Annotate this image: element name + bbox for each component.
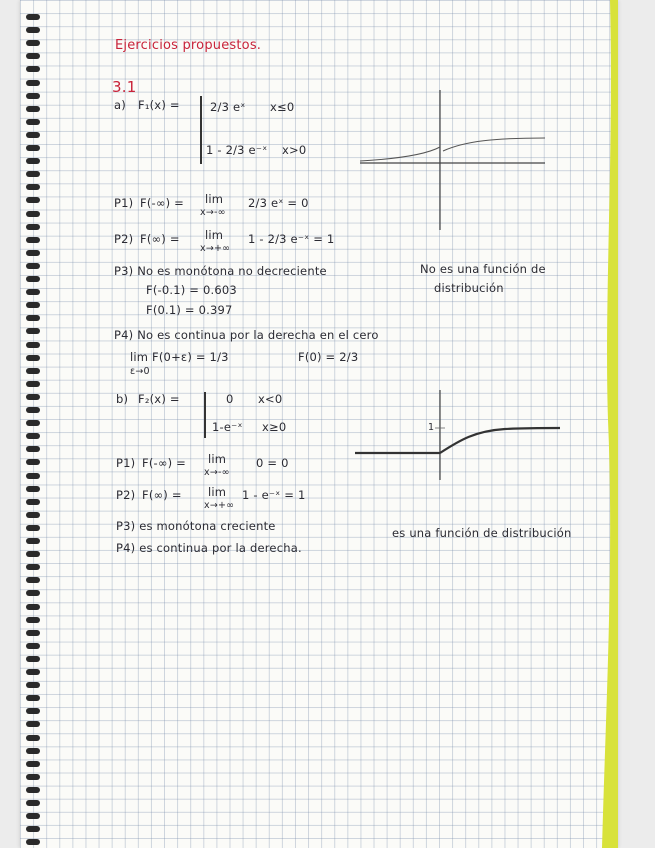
spiral-hole xyxy=(26,525,40,531)
spiral-hole xyxy=(26,446,40,452)
part-a-label: a) xyxy=(114,98,126,112)
part-b-label: b) xyxy=(116,392,129,406)
exercise-number: 3.1 xyxy=(112,78,137,96)
spiral-hole xyxy=(26,289,40,295)
page-title: Ejercicios propuestos. xyxy=(115,38,262,53)
part-a-p4-sub: ε→0 xyxy=(130,366,150,377)
spiral-hole xyxy=(26,302,40,308)
part-b-case1-expr: 0 xyxy=(226,392,234,406)
spiral-hole xyxy=(26,407,40,413)
spiral-hole xyxy=(26,276,40,282)
spiral-hole xyxy=(26,263,40,269)
part-b-p4-text: P4) es continua por la derecha. xyxy=(116,541,302,555)
part-a-conclusion-line2: distribución xyxy=(434,281,504,295)
spiral-hole xyxy=(26,590,40,596)
part-b-p2-expr: F(∞) = xyxy=(142,488,182,502)
spiral-hole xyxy=(26,630,40,636)
yellow-divider-edge xyxy=(580,0,618,848)
spiral-hole xyxy=(26,735,40,741)
part-a-p2-lim: lim xyxy=(205,228,224,242)
spiral-hole xyxy=(26,826,40,832)
spiral-hole xyxy=(26,617,40,623)
spiral-hole xyxy=(26,708,40,714)
part-b-p1-lim: lim xyxy=(208,452,227,466)
spiral-hole xyxy=(26,93,40,99)
part-a-p2-label: P2) xyxy=(114,232,134,246)
spiral-hole xyxy=(26,787,40,793)
spiral-hole xyxy=(26,368,40,374)
spiral-hole xyxy=(26,315,40,321)
spiral-hole xyxy=(26,145,40,151)
spiral-hole xyxy=(26,171,40,177)
spiral-hole xyxy=(26,355,40,361)
spiral-hole xyxy=(26,577,40,583)
part-a-conclusion-line1: No es una función de xyxy=(420,262,546,276)
part-b-p1-label: P1) xyxy=(116,456,136,470)
spiral-hole xyxy=(26,839,40,845)
part-a-p4-lim: lim F(0+ε) = 1/3 xyxy=(130,350,229,364)
part-b-p1-expr: F(-∞) = xyxy=(142,456,187,470)
spiral-hole xyxy=(26,132,40,138)
part-a-p1-label: P1) xyxy=(114,196,134,210)
piecewise-bracket xyxy=(200,96,202,164)
spiral-hole xyxy=(26,669,40,675)
spiral-hole xyxy=(26,643,40,649)
part-a-p1-sub: x→-∞ xyxy=(200,207,226,218)
spiral-hole xyxy=(26,774,40,780)
spiral-hole xyxy=(26,80,40,86)
part-b-p2-rhs: 1 - e⁻ˣ = 1 xyxy=(242,488,306,502)
part-a-p3-text: P3) No es monótona no decreciente xyxy=(114,264,327,278)
spiral-hole xyxy=(26,721,40,727)
spiral-hole xyxy=(26,328,40,334)
spiral-hole xyxy=(26,197,40,203)
part-a-p2-expr: F(∞) = xyxy=(140,232,180,246)
spiral-hole xyxy=(26,459,40,465)
spiral-hole xyxy=(26,211,40,217)
part-b-p3-text: P3) es monótona creciente xyxy=(116,519,276,533)
part-a-case2-expr: 1 - 2/3 e⁻ˣ xyxy=(206,143,268,157)
part-a-case1-expr: 2/3 eˣ xyxy=(210,100,246,114)
spiral-hole xyxy=(26,224,40,230)
part-a-p1-expr: F(-∞) = xyxy=(140,196,185,210)
spiral-hole xyxy=(26,342,40,348)
part-a-p4-text: P4) No es continua por la derecha en el cero xyxy=(114,328,379,342)
part-b-conclusion: es una función de distribución xyxy=(392,526,572,540)
spiral-hole xyxy=(26,800,40,806)
spiral-hole xyxy=(26,512,40,518)
part-b-case2-cond: x≥0 xyxy=(262,420,287,434)
spiral-hole xyxy=(26,473,40,479)
graph-b-tick-label: 1 xyxy=(428,422,435,433)
spiral-hole xyxy=(26,433,40,439)
part-b-case1-cond: x<0 xyxy=(258,392,283,406)
graph-a xyxy=(355,85,555,235)
part-a-p1-rhs: 2/3 eˣ = 0 xyxy=(248,196,309,210)
part-a-function: F₁(x) = xyxy=(138,98,180,112)
spiral-hole xyxy=(26,682,40,688)
part-b-p2-lim: lim xyxy=(208,485,227,499)
part-a-p1-lim: lim xyxy=(205,192,224,206)
part-b-p1-sub: x→-∞ xyxy=(204,467,230,478)
spiral-hole xyxy=(26,551,40,557)
part-b-p1-rhs: 0 = 0 xyxy=(256,456,289,470)
notebook-page xyxy=(20,0,618,848)
graph-b xyxy=(355,385,565,485)
part-a-p2-rhs: 1 - 2/3 e⁻ˣ = 1 xyxy=(248,232,335,246)
spiral-binding xyxy=(20,0,42,848)
spiral-hole xyxy=(26,813,40,819)
spiral-hole xyxy=(26,381,40,387)
part-b-p2-label: P2) xyxy=(116,488,136,502)
spiral-hole xyxy=(26,106,40,112)
part-a-case1-cond: x≤0 xyxy=(270,100,295,114)
spiral-hole xyxy=(26,499,40,505)
spiral-hole xyxy=(26,538,40,544)
part-a-p3-val2: F(0.1) = 0.397 xyxy=(146,303,233,317)
spiral-hole xyxy=(26,656,40,662)
spiral-hole xyxy=(26,564,40,570)
spiral-hole xyxy=(26,184,40,190)
part-b-p2-sub: x→+∞ xyxy=(204,500,235,511)
spiral-hole xyxy=(26,250,40,256)
spiral-hole xyxy=(26,119,40,125)
part-a-p4-f0: F(0) = 2/3 xyxy=(298,350,359,364)
part-a-case2-cond: x>0 xyxy=(282,143,307,157)
spiral-hole xyxy=(26,66,40,72)
spiral-hole xyxy=(26,761,40,767)
part-a-p2-sub: x→+∞ xyxy=(200,243,231,254)
spiral-hole xyxy=(26,420,40,426)
part-b-function: F₂(x) = xyxy=(138,392,180,406)
spiral-hole xyxy=(26,158,40,164)
part-a-p3-val1: F(-0.1) = 0.603 xyxy=(146,283,237,297)
spiral-hole xyxy=(26,748,40,754)
spiral-hole xyxy=(26,27,40,33)
part-b-case2-expr: 1-e⁻ˣ xyxy=(212,420,243,434)
spiral-hole xyxy=(26,14,40,20)
spiral-hole xyxy=(26,40,40,46)
piecewise-bracket-b xyxy=(204,392,206,438)
spiral-hole xyxy=(26,394,40,400)
spiral-hole xyxy=(26,695,40,701)
spiral-hole xyxy=(26,53,40,59)
spiral-hole xyxy=(26,604,40,610)
spiral-hole xyxy=(26,237,40,243)
spiral-hole xyxy=(26,486,40,492)
